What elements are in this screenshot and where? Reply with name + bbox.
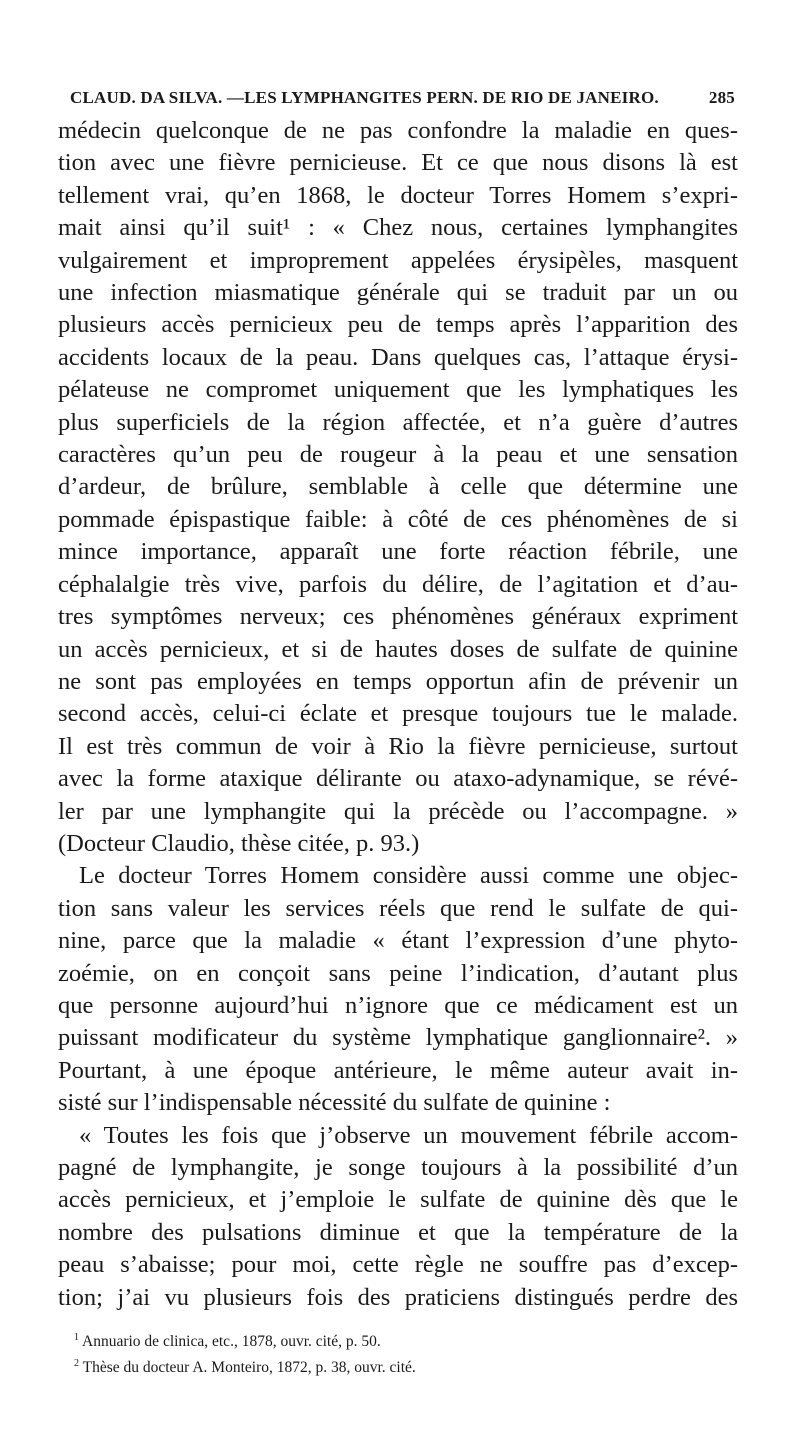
text-line: tion sans valeur les services réels que rend le sulfate de qui- xyxy=(58,894,738,922)
text-line: peau s’abaisse; pour moi, cette règle ne souffre pas d’excep- xyxy=(58,1251,738,1279)
text-line: mince importance, apparaît une forte réaction fébrile, une xyxy=(58,538,738,566)
footnote-mark: 1 xyxy=(74,1332,79,1343)
text-line: avec la forme ataxique délirante ou ataxo-adynamique, se révé- xyxy=(58,765,738,793)
text-line: ler par une lymphangite qui la précède ou l’accompagne. » xyxy=(58,797,738,825)
text-line: une infection miasmatique générale qui se traduit par un ou xyxy=(58,279,738,307)
text-line: que personne aujourd’hui n’ignore que ce médicament est un xyxy=(58,991,738,1019)
text-line: tion; j’ai vu plusieurs fois des praticiens distingués perdre des xyxy=(58,1283,738,1311)
text-line: second accès, celui-ci éclate et presque toujours tue le malade. xyxy=(58,700,738,728)
page-number: 285 xyxy=(708,88,735,107)
text-line: tellement vrai, qu’en 1868, le docteur Torres Homem s’expri- xyxy=(58,181,738,209)
footnote xyxy=(74,1353,734,1379)
text-line: Pourtant, à une époque antérieure, le même auteur avait in- xyxy=(58,1056,738,1084)
text-line: « Toutes les fois que j’observe un mouvement fébrile accom- xyxy=(79,1121,738,1149)
footnote-text: Thèse du docteur A. Monteiro, 1872, p. 38, ouvr. cité. xyxy=(79,1359,416,1377)
text-line: tres symptômes nerveux; ces phénomènes généraux expriment xyxy=(58,603,738,631)
footnote-mark: 2 xyxy=(74,1358,79,1370)
text-line: (Docteur Claudio, thèse citée, p. 93.) xyxy=(58,829,420,857)
text-line: un accès pernicieux, et si de hautes doses de sulfate de quinine xyxy=(58,635,738,663)
text-line: pélateuse ne compromet uniquement que les lymphatiques les xyxy=(58,376,738,404)
footnote xyxy=(74,1327,734,1353)
footnote-text: Annuario de clinica, etc., 1878, ouvr. cité, p. 50. xyxy=(79,1333,381,1351)
text-line: pagné de lymphangite, je songe toujours à la possibilité d’un xyxy=(58,1154,738,1181)
text-line: céphalalgie très vive, parfois du délire, de l’agitation et d’au- xyxy=(58,570,738,598)
text-line: nine, parce que la maladie « étant l’expression d’une phyto- xyxy=(58,927,738,955)
text-line: accidents locaux de la peau. Dans quelques cas, l’attaque érysi- xyxy=(58,343,738,371)
page-header xyxy=(70,88,735,114)
text-line: tion avec une fièvre pernicieuse. Et ce que nous disons là est xyxy=(58,149,738,177)
text-line: puissant modificateur du système lymphatique ganglionnaire². » xyxy=(58,1024,738,1052)
text-line: plusieurs accès pernicieux peu de temps après l’apparition des xyxy=(58,311,738,339)
footnotes xyxy=(74,1327,734,1379)
text-line: Le docteur Torres Homem considère aussi comme une objec- xyxy=(79,862,738,890)
text-line: Il est très commun de voir à Rio la fièvre pernicieuse, surtout xyxy=(58,732,738,760)
text-line: nombre des pulsations diminue et que la température de la xyxy=(58,1218,738,1246)
text-line: caractères qu’un peu de rougeur à la peau et une sensation xyxy=(58,441,738,469)
text-line: zoémie, on en conçoit sans peine l’indication, d’autant plus xyxy=(58,959,738,987)
text-line: vulgairement et improprement appelées érysipèles, masquent xyxy=(58,246,738,274)
text-line: d’ardeur, de brûlure, semblable à celle que détermine une xyxy=(58,473,738,501)
text-line: accès pernicieux, et j’emploie le sulfate de quinine dès que le xyxy=(58,1186,738,1214)
text-line: plus superficiels de la région affectée, et n’a guère d’autres xyxy=(58,408,738,436)
text-line: médecin quelconque de ne pas confondre la maladie en ques- xyxy=(58,117,738,144)
text-line: sisté sur l’indispensable nécessité du sulfate de quinine : xyxy=(58,1089,611,1117)
running-title: CLAUD. DA SILVA. —LES LYMPHANGITES PERN. DE RIO DE JANEIRO. xyxy=(70,88,659,107)
text-line: pommade épispastique faible: à côté de ces phénomènes de si xyxy=(58,505,738,533)
text-line: mait ainsi qu’il suit¹ : « Chez nous, certaines lymphangites xyxy=(58,214,738,242)
text-line: ne sont pas employées en temps opportun afin de prévenir un xyxy=(58,667,738,695)
body-text xyxy=(58,115,738,1314)
